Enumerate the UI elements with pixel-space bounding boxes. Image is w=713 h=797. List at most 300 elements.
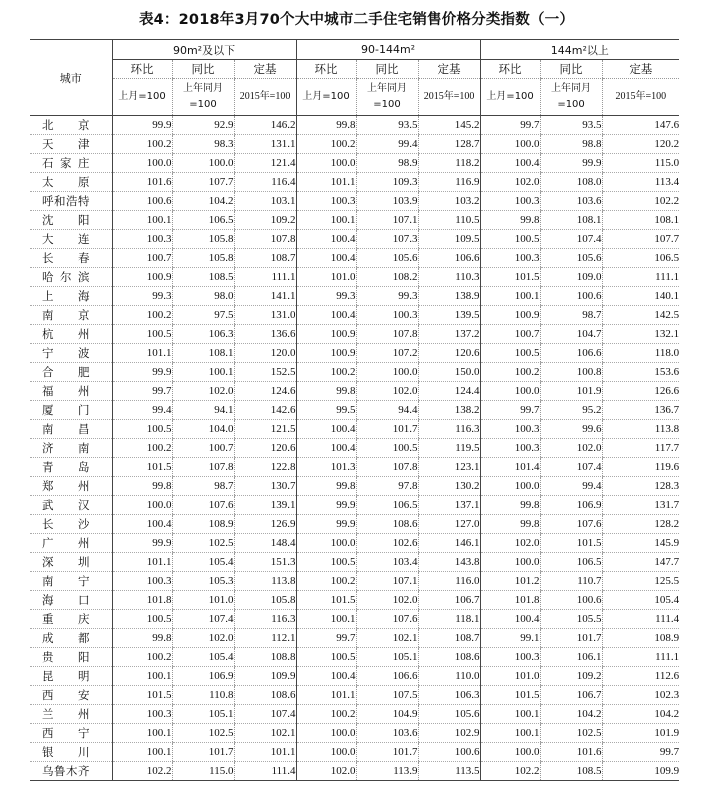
value-yoy-90-below: 106.3	[172, 325, 234, 344]
value-base-144-above: 108.9	[602, 629, 679, 648]
value-base-90-144: 128.7	[418, 135, 480, 154]
value-base-144-above: 117.7	[602, 439, 679, 458]
value-mom-90-144: 100.2	[296, 572, 356, 591]
value-yoy-144-above: 98.7	[540, 306, 602, 325]
value-yoy-144-above: 109.0	[540, 268, 602, 287]
value-mom-144-above: 99.1	[480, 629, 540, 648]
city-name: 大连	[30, 230, 112, 249]
value-mom-144-above: 100.1	[480, 724, 540, 743]
value-mom-90-below: 99.4	[112, 401, 172, 420]
value-base-90-below: 111.1	[234, 268, 296, 287]
value-mom-90-below: 100.1	[112, 211, 172, 230]
city-name: 郑州	[30, 477, 112, 496]
value-base-90-below: 101.1	[234, 743, 296, 762]
value-mom-90-below: 99.3	[112, 287, 172, 306]
value-yoy-144-above: 104.2	[540, 705, 602, 724]
value-mom-90-below: 100.5	[112, 325, 172, 344]
value-base-144-above: 102.2	[602, 192, 679, 211]
value-base-144-above: 99.7	[602, 743, 679, 762]
city-name: 深圳	[30, 553, 112, 572]
value-base-90-below: 131.0	[234, 306, 296, 325]
table-title: 表4：2018年3月70个大中城市二手住宅销售价格分类指数（一）	[138, 12, 575, 28]
value-mom-144-above: 99.8	[480, 515, 540, 534]
value-base-144-above: 118.0	[602, 344, 679, 363]
value-base-144-above: 112.6	[602, 667, 679, 686]
value-base-90-below: 107.8	[234, 230, 296, 249]
value-yoy-90-144: 107.8	[356, 458, 418, 477]
value-mom-90-144: 101.1	[296, 173, 356, 192]
value-base-144-above: 120.2	[602, 135, 679, 154]
value-base-90-144: 146.1	[418, 534, 480, 553]
value-yoy-90-below: 108.1	[172, 344, 234, 363]
table-row	[30, 610, 679, 629]
city-name: 天津	[30, 135, 112, 154]
value-base-90-below: 130.7	[234, 477, 296, 496]
value-yoy-144-above: 108.1	[540, 211, 602, 230]
value-mom-90-144: 99.7	[296, 629, 356, 648]
value-yoy-90-144: 105.1	[356, 648, 418, 667]
value-yoy-90-144: 102.0	[356, 382, 418, 401]
value-mom-90-144: 100.0	[296, 534, 356, 553]
value-base-144-above: 147.7	[602, 553, 679, 572]
value-mom-144-above: 101.5	[480, 686, 540, 705]
value-yoy-90-144: 98.9	[356, 154, 418, 173]
value-base-144-above: 113.8	[602, 420, 679, 439]
value-mom-90-144: 99.3	[296, 287, 356, 306]
value-base-90-below: 121.4	[234, 154, 296, 173]
value-mom-90-144: 100.4	[296, 667, 356, 686]
value-base-144-above: 142.5	[602, 306, 679, 325]
value-mom-90-below: 100.9	[112, 268, 172, 287]
table-row	[30, 591, 679, 610]
table-row	[30, 401, 679, 420]
value-base-90-below: 121.5	[234, 420, 296, 439]
value-yoy-90-144: 107.8	[356, 325, 418, 344]
value-base-90-below: 148.4	[234, 534, 296, 553]
value-base-90-144: 108.6	[418, 648, 480, 667]
value-base-90-144: 145.2	[418, 116, 480, 135]
value-mom-144-above: 101.5	[480, 268, 540, 287]
value-mom-90-below: 100.1	[112, 724, 172, 743]
city-name: 厦门	[30, 401, 112, 420]
value-mom-90-below: 100.1	[112, 667, 172, 686]
base-header-2015: 2015年=100	[602, 79, 679, 116]
group-header-medium: 90-144m²	[296, 40, 480, 60]
value-base-90-below: 139.1	[234, 496, 296, 515]
value-base-144-above: 119.6	[602, 458, 679, 477]
value-mom-90-below: 99.7	[112, 382, 172, 401]
value-mom-144-above: 100.3	[480, 192, 540, 211]
value-base-90-below: 120.6	[234, 439, 296, 458]
value-yoy-90-144: 109.3	[356, 173, 418, 192]
value-yoy-144-above: 101.9	[540, 382, 602, 401]
table-row	[30, 705, 679, 724]
base-header-last-month: 上月=100	[480, 79, 540, 116]
table-row	[30, 344, 679, 363]
value-base-144-above: 105.4	[602, 591, 679, 610]
city-name: 武汉	[30, 496, 112, 515]
value-yoy-90-below: 92.9	[172, 116, 234, 135]
value-mom-90-below: 99.9	[112, 116, 172, 135]
value-mom-90-below: 99.9	[112, 363, 172, 382]
value-yoy-90-below: 102.5	[172, 724, 234, 743]
value-yoy-144-above: 110.7	[540, 572, 602, 591]
base-header-2015: 2015年=100	[234, 79, 296, 116]
value-yoy-90-below: 97.5	[172, 306, 234, 325]
value-mom-90-144: 99.5	[296, 401, 356, 420]
value-base-90-below: 109.9	[234, 667, 296, 686]
table-row	[30, 477, 679, 496]
value-mom-90-below: 100.2	[112, 306, 172, 325]
value-yoy-90-below: 107.7	[172, 173, 234, 192]
value-yoy-144-above: 107.6	[540, 515, 602, 534]
value-mom-90-144: 100.4	[296, 420, 356, 439]
value-base-144-above: 111.1	[602, 268, 679, 287]
city-name: 西宁	[30, 724, 112, 743]
value-base-144-above: 136.7	[602, 401, 679, 420]
value-mom-90-below: 100.7	[112, 249, 172, 268]
value-yoy-144-above: 106.6	[540, 344, 602, 363]
value-mom-90-144: 101.1	[296, 686, 356, 705]
value-mom-90-144: 100.2	[296, 363, 356, 382]
value-mom-144-above: 100.5	[480, 344, 540, 363]
value-base-144-above: 111.1	[602, 648, 679, 667]
value-yoy-90-144: 99.3	[356, 287, 418, 306]
value-yoy-90-below: 107.8	[172, 458, 234, 477]
value-base-90-144: 119.5	[418, 439, 480, 458]
value-base-90-below: 109.2	[234, 211, 296, 230]
value-yoy-90-below: 105.3	[172, 572, 234, 591]
value-base-144-above: 153.6	[602, 363, 679, 382]
value-yoy-90-below: 100.7	[172, 439, 234, 458]
value-base-144-above: 111.4	[602, 610, 679, 629]
city-name: 海口	[30, 591, 112, 610]
value-yoy-90-144: 100.3	[356, 306, 418, 325]
city-name: 昆明	[30, 667, 112, 686]
value-base-90-144: 110.5	[418, 211, 480, 230]
value-mom-144-above: 99.8	[480, 496, 540, 515]
value-mom-144-above: 102.0	[480, 173, 540, 192]
base-header-last-month: 上月=100	[112, 79, 172, 116]
value-yoy-90-below: 102.5	[172, 534, 234, 553]
value-yoy-144-above: 104.7	[540, 325, 602, 344]
value-base-144-above: 102.3	[602, 686, 679, 705]
city-name: 南昌	[30, 420, 112, 439]
metric-header-mom: 环比	[296, 60, 356, 79]
value-yoy-90-below: 98.7	[172, 477, 234, 496]
value-base-90-below: 105.8	[234, 591, 296, 610]
value-yoy-90-144: 108.2	[356, 268, 418, 287]
value-mom-90-144: 101.5	[296, 591, 356, 610]
city-name: 上海	[30, 287, 112, 306]
value-yoy-144-above: 95.2	[540, 401, 602, 420]
group-header-large: 144m²以上	[480, 40, 679, 60]
value-base-144-above: 107.7	[602, 230, 679, 249]
table-row	[30, 572, 679, 591]
value-base-90-144: 116.9	[418, 173, 480, 192]
value-yoy-144-above: 105.6	[540, 249, 602, 268]
value-base-144-above: 128.2	[602, 515, 679, 534]
value-yoy-90-144: 102.1	[356, 629, 418, 648]
value-yoy-90-below: 105.8	[172, 249, 234, 268]
value-mom-90-144: 102.0	[296, 762, 356, 781]
value-yoy-90-144: 102.0	[356, 591, 418, 610]
value-base-90-below: 116.4	[234, 173, 296, 192]
table-row	[30, 230, 679, 249]
value-base-90-144: 137.2	[418, 325, 480, 344]
value-yoy-144-above: 101.6	[540, 743, 602, 762]
city-name: 乌鲁木齐	[30, 762, 112, 781]
value-mom-90-below: 100.6	[112, 192, 172, 211]
value-mom-144-above: 100.3	[480, 249, 540, 268]
value-mom-90-144: 100.1	[296, 211, 356, 230]
value-yoy-144-above: 108.0	[540, 173, 602, 192]
value-base-90-144: 130.2	[418, 477, 480, 496]
city-name: 长沙	[30, 515, 112, 534]
metric-header-fixed-base: 定基	[602, 60, 679, 79]
value-base-90-144: 118.2	[418, 154, 480, 173]
value-yoy-90-144: 107.2	[356, 344, 418, 363]
value-base-90-below: 103.1	[234, 192, 296, 211]
value-yoy-144-above: 100.8	[540, 363, 602, 382]
value-yoy-90-below: 100.0	[172, 154, 234, 173]
table-row	[30, 173, 679, 192]
city-name: 广州	[30, 534, 112, 553]
city-name: 石家庄	[30, 154, 112, 173]
value-yoy-144-above: 106.5	[540, 553, 602, 572]
value-base-90-144: 139.5	[418, 306, 480, 325]
value-base-144-above: 101.9	[602, 724, 679, 743]
value-mom-90-144: 99.9	[296, 496, 356, 515]
value-base-90-below: 141.1	[234, 287, 296, 306]
value-mom-144-above: 101.8	[480, 591, 540, 610]
value-mom-90-144: 100.1	[296, 610, 356, 629]
metric-header-fixed-base: 定基	[418, 60, 480, 79]
table-row	[30, 116, 679, 135]
value-base-144-above: 115.0	[602, 154, 679, 173]
value-base-144-above: 109.9	[602, 762, 679, 781]
value-base-90-144: 108.7	[418, 629, 480, 648]
value-yoy-90-144: 100.0	[356, 363, 418, 382]
table-row	[30, 515, 679, 534]
table-row	[30, 724, 679, 743]
value-base-90-below: 136.6	[234, 325, 296, 344]
value-base-90-144: 120.6	[418, 344, 480, 363]
base-header-2015: 2015年=100	[418, 79, 480, 116]
value-yoy-90-144: 101.7	[356, 420, 418, 439]
value-yoy-90-below: 105.4	[172, 648, 234, 667]
value-mom-90-144: 100.5	[296, 553, 356, 572]
price-index-table	[30, 39, 679, 781]
table-row	[30, 686, 679, 705]
table-row	[30, 496, 679, 515]
city-name: 合肥	[30, 363, 112, 382]
city-name: 哈尔滨	[30, 268, 112, 287]
value-yoy-90-below: 107.6	[172, 496, 234, 515]
metric-header-yoy: 同比	[172, 60, 234, 79]
value-yoy-90-144: 107.5	[356, 686, 418, 705]
value-mom-90-144: 99.8	[296, 382, 356, 401]
value-yoy-144-above: 106.9	[540, 496, 602, 515]
value-mom-90-below: 101.1	[112, 344, 172, 363]
value-yoy-144-above: 102.0	[540, 439, 602, 458]
value-mom-90-below: 100.2	[112, 439, 172, 458]
value-mom-144-above: 101.2	[480, 572, 540, 591]
value-base-90-144: 113.5	[418, 762, 480, 781]
value-mom-144-above: 101.4	[480, 458, 540, 477]
table-row	[30, 648, 679, 667]
value-yoy-90-below: 101.0	[172, 591, 234, 610]
value-mom-90-below: 99.9	[112, 534, 172, 553]
value-mom-144-above: 102.0	[480, 534, 540, 553]
value-yoy-144-above: 106.7	[540, 686, 602, 705]
value-mom-144-above: 100.3	[480, 420, 540, 439]
city-column-header: 城市	[30, 40, 112, 116]
value-yoy-144-above: 107.4	[540, 458, 602, 477]
table-row	[30, 287, 679, 306]
value-mom-90-144: 101.3	[296, 458, 356, 477]
value-base-90-144: 100.6	[418, 743, 480, 762]
value-mom-144-above: 100.1	[480, 705, 540, 724]
value-base-90-below: 120.0	[234, 344, 296, 363]
value-mom-90-below: 100.1	[112, 743, 172, 762]
value-mom-144-above: 99.7	[480, 401, 540, 420]
value-yoy-90-below: 101.7	[172, 743, 234, 762]
value-yoy-144-above: 103.6	[540, 192, 602, 211]
value-yoy-144-above: 99.9	[540, 154, 602, 173]
value-base-90-144: 143.8	[418, 553, 480, 572]
table-row	[30, 439, 679, 458]
base-header-last-year: 上年同月=100	[540, 79, 602, 116]
value-base-90-below: 126.9	[234, 515, 296, 534]
value-yoy-90-below: 94.1	[172, 401, 234, 420]
value-yoy-144-above: 107.4	[540, 230, 602, 249]
value-base-90-below: 102.1	[234, 724, 296, 743]
value-base-90-144: 110.3	[418, 268, 480, 287]
value-mom-90-below: 101.5	[112, 686, 172, 705]
city-name: 呼和浩特	[30, 192, 112, 211]
value-mom-90-below: 100.3	[112, 230, 172, 249]
city-name: 重庆	[30, 610, 112, 629]
value-yoy-90-144: 103.9	[356, 192, 418, 211]
table-row	[30, 363, 679, 382]
value-base-90-below: 124.6	[234, 382, 296, 401]
value-mom-90-below: 100.4	[112, 515, 172, 534]
value-base-90-below: 111.4	[234, 762, 296, 781]
value-mom-90-144: 100.4	[296, 230, 356, 249]
city-name: 西安	[30, 686, 112, 705]
table-row	[30, 458, 679, 477]
value-yoy-90-144: 106.6	[356, 667, 418, 686]
value-base-90-below: 142.6	[234, 401, 296, 420]
value-mom-144-above: 100.0	[480, 135, 540, 154]
value-yoy-90-below: 108.9	[172, 515, 234, 534]
value-mom-90-144: 100.2	[296, 135, 356, 154]
value-mom-90-144: 100.4	[296, 249, 356, 268]
value-mom-90-144: 100.0	[296, 724, 356, 743]
value-mom-144-above: 101.0	[480, 667, 540, 686]
value-base-90-below: 108.8	[234, 648, 296, 667]
value-base-144-above: 125.5	[602, 572, 679, 591]
value-mom-144-above: 100.1	[480, 287, 540, 306]
table-body	[30, 116, 679, 781]
value-yoy-90-144: 99.4	[356, 135, 418, 154]
value-base-144-above: 145.9	[602, 534, 679, 553]
value-base-144-above: 106.5	[602, 249, 679, 268]
value-base-144-above: 131.7	[602, 496, 679, 515]
table-row	[30, 667, 679, 686]
value-base-90-below: 116.3	[234, 610, 296, 629]
value-mom-144-above: 100.4	[480, 610, 540, 629]
value-mom-90-below: 101.6	[112, 173, 172, 192]
value-mom-90-below: 102.2	[112, 762, 172, 781]
city-name: 青岛	[30, 458, 112, 477]
value-mom-90-144: 99.8	[296, 116, 356, 135]
table-row	[30, 154, 679, 173]
value-yoy-90-below: 105.4	[172, 553, 234, 572]
value-mom-144-above: 100.7	[480, 325, 540, 344]
value-mom-90-144: 101.0	[296, 268, 356, 287]
value-yoy-90-144: 102.6	[356, 534, 418, 553]
city-name: 福州	[30, 382, 112, 401]
metric-header-mom: 环比	[112, 60, 172, 79]
value-mom-90-144: 100.3	[296, 192, 356, 211]
value-yoy-90-144: 107.1	[356, 211, 418, 230]
value-mom-90-below: 99.8	[112, 629, 172, 648]
value-yoy-90-144: 107.6	[356, 610, 418, 629]
value-mom-90-below: 100.5	[112, 420, 172, 439]
value-yoy-144-above: 100.6	[540, 591, 602, 610]
city-name: 北京	[30, 116, 112, 135]
metric-header-yoy: 同比	[356, 60, 418, 79]
value-base-144-above: 128.3	[602, 477, 679, 496]
value-yoy-144-above: 106.1	[540, 648, 602, 667]
value-base-144-above: 104.2	[602, 705, 679, 724]
value-yoy-90-below: 107.4	[172, 610, 234, 629]
value-yoy-90-below: 105.1	[172, 705, 234, 724]
city-name: 长春	[30, 249, 112, 268]
city-name: 济南	[30, 439, 112, 458]
metric-header-mom: 环比	[480, 60, 540, 79]
value-base-90-144: 109.5	[418, 230, 480, 249]
value-yoy-90-below: 98.0	[172, 287, 234, 306]
value-base-90-144: 118.1	[418, 610, 480, 629]
value-mom-144-above: 100.0	[480, 553, 540, 572]
city-name: 太原	[30, 173, 112, 192]
value-yoy-90-144: 100.5	[356, 439, 418, 458]
value-base-144-above: 132.1	[602, 325, 679, 344]
value-yoy-90-144: 97.8	[356, 477, 418, 496]
value-yoy-90-144: 93.5	[356, 116, 418, 135]
value-mom-144-above: 100.0	[480, 382, 540, 401]
value-mom-90-below: 101.8	[112, 591, 172, 610]
value-base-90-144: 106.7	[418, 591, 480, 610]
value-mom-90-144: 100.0	[296, 154, 356, 173]
value-yoy-90-below: 102.0	[172, 382, 234, 401]
value-mom-90-144: 100.4	[296, 306, 356, 325]
value-yoy-90-below: 102.0	[172, 629, 234, 648]
value-yoy-90-144: 103.4	[356, 553, 418, 572]
value-yoy-144-above: 99.6	[540, 420, 602, 439]
value-base-90-144: 124.4	[418, 382, 480, 401]
value-yoy-90-144: 106.5	[356, 496, 418, 515]
value-mom-90-below: 100.3	[112, 572, 172, 591]
value-base-90-144: 150.0	[418, 363, 480, 382]
table-row	[30, 268, 679, 287]
value-mom-144-above: 100.3	[480, 648, 540, 667]
value-base-90-144: 127.0	[418, 515, 480, 534]
value-mom-90-144: 100.4	[296, 439, 356, 458]
